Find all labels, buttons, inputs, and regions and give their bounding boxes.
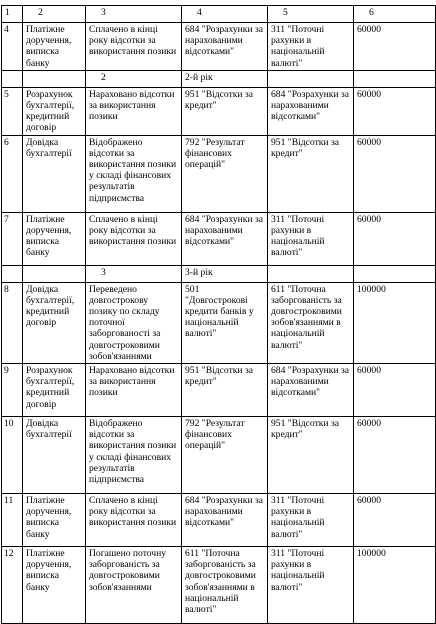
document-cell: Платіжне доручення, виписка банку (23, 494, 86, 547)
header-row (2, 6, 436, 23)
table-row (2, 135, 436, 212)
period-cell (268, 70, 354, 87)
credit-account-cell: 611 "Поточна заборгованість за довгостроковими зобов'язаннями в національній валюті" (268, 282, 354, 363)
description-cell: Нараховано відсотки за використання позики (86, 364, 182, 417)
header-cell: 6 (354, 6, 436, 23)
entry-number-cell: 8 (2, 282, 23, 363)
table-body (2, 6, 436, 624)
debit-account-cell: 684 "Розрахунки за нарахованими відсотками" (182, 212, 268, 265)
table-row (2, 87, 436, 135)
credit-account-cell: 951 "Відсотки за кредит" (268, 417, 354, 494)
entry-number-cell: 10 (2, 417, 23, 494)
credit-account-cell: 311 "Поточні рахунки в національній валюті" (268, 494, 354, 547)
period-cell (2, 265, 23, 282)
table-row (2, 364, 436, 417)
period-cell (23, 265, 86, 282)
credit-account-cell: 684 "Розрахунки за нарахованими відсотками" (268, 87, 354, 135)
header-cell: 4 (182, 6, 268, 23)
debit-account-cell: 792 "Результат фінансових операцій" (182, 417, 268, 494)
entry-number-cell: 5 (2, 87, 23, 135)
credit-account-cell: 311 "Поточні рахунки в національній валюті" (268, 23, 354, 71)
document-cell: Розрахунок бухгалтерії, кредитний договір (23, 364, 86, 417)
credit-account-cell: 684 "Розрахунки за нарахованими відсотками" (268, 364, 354, 417)
header-cell: 1 (2, 6, 23, 23)
period-cell (354, 70, 436, 87)
table-row (2, 282, 436, 363)
description-cell: Відображено відсотки за використання позики у складі фінансових результатів підприємства (86, 417, 182, 494)
amount-cell: 60000 (354, 212, 436, 265)
entry-number-cell: 4 (2, 23, 23, 71)
table-row (2, 212, 436, 265)
credit-account-cell: 311 "Поточні рахунки в національній валюті" (268, 547, 354, 624)
debit-account-cell: 684 "Розрахунки за нарахованими відсотками" (182, 494, 268, 547)
amount-cell: 60000 (354, 23, 436, 71)
description-cell: Сплачено в кінці року відсотки за використання позики (86, 23, 182, 71)
entry-number-cell: 12 (2, 547, 23, 624)
period-row (2, 265, 436, 282)
document-cell: Довідка бухгалтерії, кредитний договір (23, 282, 86, 363)
debit-account-cell: 951 "Відсотки за кредит" (182, 87, 268, 135)
amount-cell: 60000 (354, 87, 436, 135)
document-cell: Платіжне доручення, виписка банку (23, 212, 86, 265)
period-cell: 2-й рік (182, 70, 268, 87)
description-cell: Переведено довгострокову позику по складу поточної заборгованості за довгостроковими зобов'язаннями (86, 282, 182, 363)
description-cell: Погашено поточну заборгованість за довгостроковими зобов'язаннями (86, 547, 182, 624)
document-cell: Платіжне доручення, виписка банку (23, 547, 86, 624)
description-cell: Відображено відсотки за використання позики у складі фінансових результатів підприємства (86, 135, 182, 212)
period-cell (268, 265, 354, 282)
debit-account-cell: 611 "Поточна заборгованість за довгостроковими зобов'язаннями в національній валюті" (182, 547, 268, 624)
document-cell: Довідка бухгалтерії (23, 417, 86, 494)
debit-account-cell: 792 "Результат фінансових операцій" (182, 135, 268, 212)
period-cell (354, 265, 436, 282)
entry-number-cell: 9 (2, 364, 23, 417)
amount-cell: 60000 (354, 364, 436, 417)
document-cell: Розрахунок бухгалтерії, кредитний договір (23, 87, 86, 135)
header-cell: 3 (86, 6, 182, 23)
header-cell: 2 (23, 6, 86, 23)
document-cell: Довідка бухгалтерії (23, 135, 86, 212)
document-cell: Платіжне доручення, виписка банку (23, 23, 86, 71)
debit-account-cell: 684 "Розрахунки за нарахованими відсотками" (182, 23, 268, 71)
period-cell: 2 (86, 70, 182, 87)
table-row (2, 494, 436, 547)
period-cell: 3 (86, 265, 182, 282)
period-row (2, 70, 436, 87)
table-row (2, 417, 436, 494)
amount-cell: 60000 (354, 135, 436, 212)
period-cell (23, 70, 86, 87)
amount-cell: 60000 (354, 417, 436, 494)
description-cell: Сплачено в кінці року відсотки за використання позики (86, 494, 182, 547)
debit-account-cell: 501 "Довгострокові кредити банків у національній валюті" (182, 282, 268, 363)
entry-number-cell: 6 (2, 135, 23, 212)
credit-account-cell: 311 "Поточні рахунки в національній валюті" (268, 212, 354, 265)
description-cell: Нараховано відсотки за використання позики (86, 87, 182, 135)
table-row (2, 547, 436, 624)
credit-account-cell: 951 "Відсотки за кредит" (268, 135, 354, 212)
description-cell: Сплачено в кінці року відсотки за використання позики (86, 212, 182, 265)
table-row (2, 23, 436, 71)
entry-number-cell: 7 (2, 212, 23, 265)
amount-cell: 100000 (354, 282, 436, 363)
entry-number-cell: 11 (2, 494, 23, 547)
period-cell: 3-й рік (182, 265, 268, 282)
debit-account-cell: 951 "Відсотки за кредит" (182, 364, 268, 417)
header-cell: 5 (268, 6, 354, 23)
amount-cell: 60000 (354, 494, 436, 547)
accounting-entries-table (1, 5, 436, 624)
amount-cell: 100000 (354, 547, 436, 624)
period-cell (2, 70, 23, 87)
